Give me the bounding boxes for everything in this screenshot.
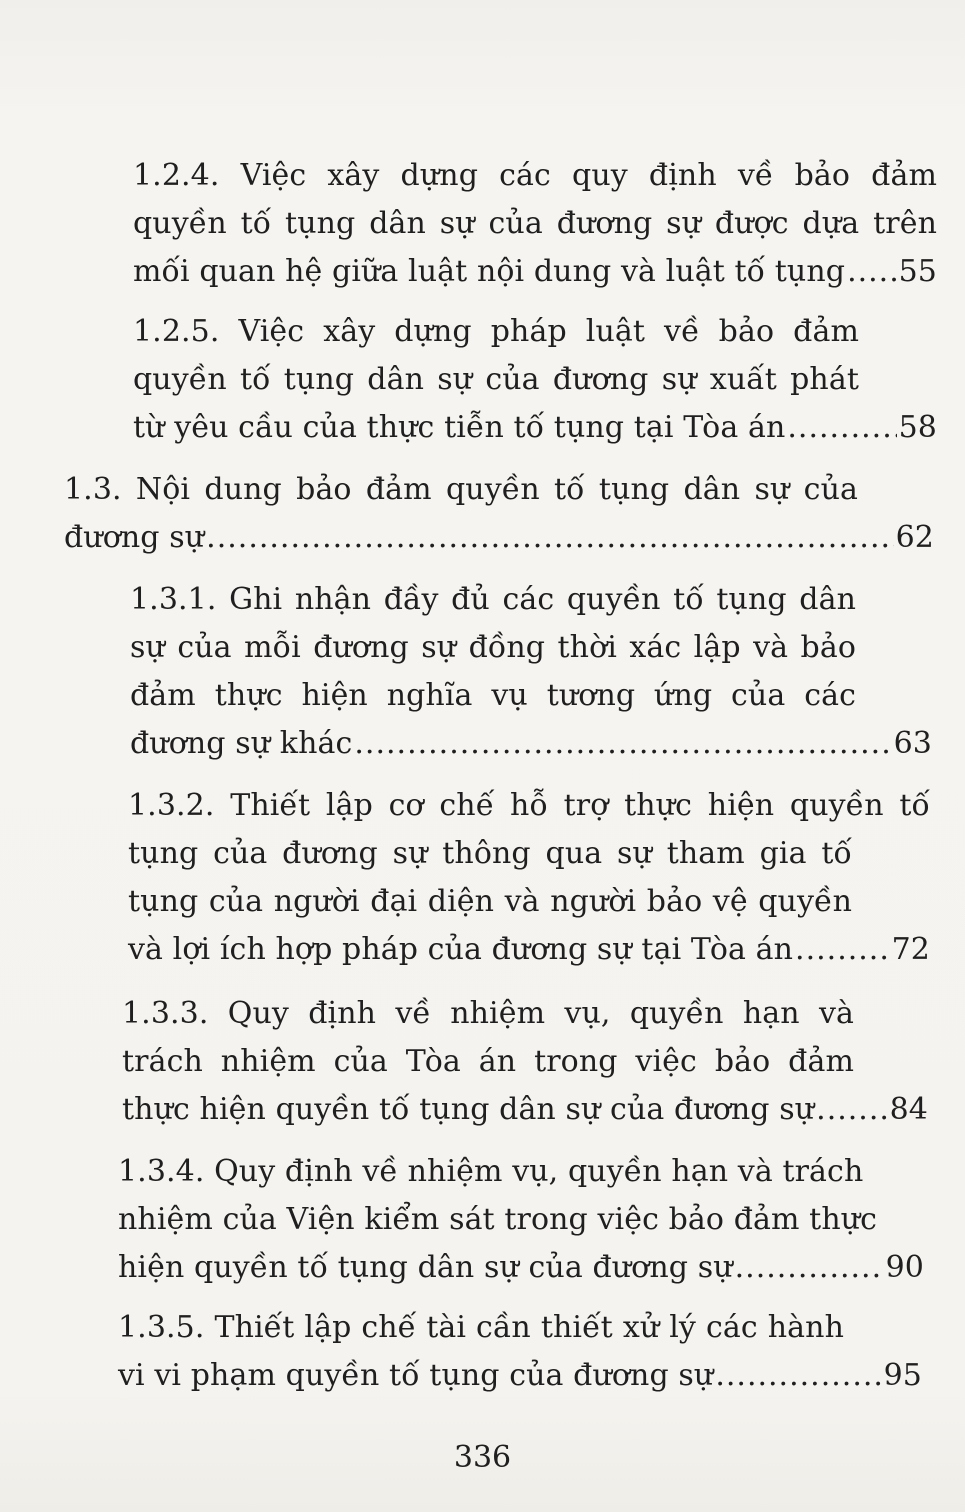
toc-page-number: 63 [893,726,932,761]
toc-entry-line: 1.2.4. Việc xây dựng các quy định về bảo đảm [133,158,937,193]
toc-entry-last-line [128,926,930,974]
toc-entry-text: hiện quyền tố tụng dân sự của đương sự [118,1250,733,1285]
toc-entry-last-line [133,248,937,296]
toc-entry-line: quyền tố tụng dân sự của đương sự xuất phát [133,362,859,397]
toc-entry-last-line [130,720,932,768]
toc-page-number: 90 [885,1250,924,1285]
toc-entry-line: 1.3.4. Quy định về nhiệm vụ, quyền hạn và trách [118,1154,864,1189]
dot-leader [206,514,893,562]
toc-entry-text: thực hiện quyền tố tụng dân sự của đương sự [122,1092,815,1127]
toc-entry-1-3-2[interactable] [128,782,930,974]
toc-entry-text: và lợi ích hợp pháp của đương sự tại Tòa án [128,932,794,967]
toc-entry-text: đương sự [64,520,205,555]
dot-leader [735,1244,884,1292]
toc-entry-line: tụng của đương sự thông qua sự tham gia tố [128,836,852,871]
toc-entry-line: nhiệm của Viện kiểm sát trong việc bảo đảm thực [118,1202,878,1237]
toc-entry-text: từ yêu cầu của thực tiễn tố tụng tại Tòa án [133,410,786,445]
dot-leader [787,404,896,452]
toc-entry-last-line [118,1244,924,1292]
toc-page-number: 95 [883,1358,922,1393]
toc-page-number: 62 [895,520,934,555]
toc-page-number: 72 [891,932,930,967]
toc-entry-line: sự của mỗi đương sự đồng thời xác lập và bảo [130,630,856,665]
dot-leader [795,926,890,974]
toc-entry-1-2-4[interactable] [133,152,937,296]
toc-entry-line: 1.3.5. Thiết lập chế tài cần thiết xử lý các hành [118,1310,844,1345]
toc-entry-line: tụng của người đại diện và người bảo vệ quyền [128,884,852,919]
toc-entry-text: vi vi phạm quyền tố tụng của đương sự [118,1358,714,1393]
toc-entry-last-line [133,404,937,452]
page-footer-number: 336 [453,1440,512,1475]
toc-page-number: 58 [898,410,937,445]
toc-entry-1-3-1[interactable] [130,576,932,768]
dot-leader [847,248,897,296]
toc-entry-line: trách nhiệm của Tòa án trong việc bảo đảm [122,1044,854,1079]
toc-entry-line: 1.3. Nội dung bảo đảm quyền tố tụng dân sự của [64,472,858,507]
toc-entry-line: 1.3.3. Quy định về nhiệm vụ, quyền hạn và [122,996,854,1031]
toc-entry-last-line [122,1086,928,1134]
toc-entry-text: mối quan hệ giữa luật nội dung và luật tố tụng [133,254,846,289]
toc-entry-line: 1.2.5. Việc xây dựng pháp luật về bảo đảm [133,314,859,349]
dot-leader [816,1086,887,1134]
toc-page-number: 84 [889,1092,928,1127]
toc-page-number: 55 [898,254,937,289]
toc-entry-1-3-5[interactable] [118,1304,922,1400]
toc-entry-line: 1.3.1. Ghi nhận đầy đủ các quyền tố tụng dân [130,582,856,617]
toc-entry-1-2-5[interactable] [133,308,937,452]
dot-leader [715,1352,881,1400]
toc-entry-last-line [64,514,934,562]
toc-entry-line: quyền tố tụng dân sự của đương sự được dựa trên [133,206,937,241]
toc-entry-text: đương sự khác [130,726,353,761]
toc-entry-line: đảm thực hiện nghĩa vụ tương ứng của các [130,678,856,713]
toc-entry-1-3-4[interactable] [118,1148,924,1292]
toc-entry-last-line [118,1352,922,1400]
toc-entry-1-3-3[interactable] [122,990,928,1134]
toc-entry-1-3[interactable] [64,466,934,562]
dot-leader [354,720,891,768]
toc-entry-line: 1.3.2. Thiết lập cơ chế hỗ trợ thực hiện quyền tố [128,788,930,823]
